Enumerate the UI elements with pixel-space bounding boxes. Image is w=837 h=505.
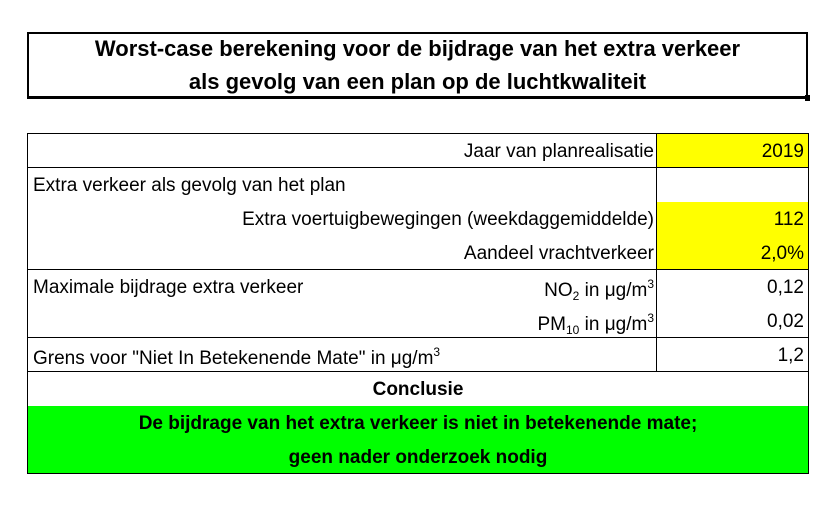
jaar-label: Jaar van planrealisatie (463, 141, 654, 162)
row-divider (28, 371, 808, 372)
conclusion-heading: Conclusie (372, 379, 464, 400)
voertuig-value[interactable]: 112 (773, 209, 804, 230)
pm10-unit-label: $PM_{10}$ in $\mu g/m^3$ (537, 311, 654, 337)
calculation-table (27, 133, 809, 474)
extra-verkeer-label: Extra verkeer als gevolg van het plan (33, 175, 346, 196)
pm10-value[interactable]: 0,02 (767, 311, 804, 332)
value-column-divider (656, 134, 657, 372)
row-divider (28, 269, 808, 270)
title-box (27, 32, 808, 99)
grens-label: Grens voor "Niet In Betekenende Mate" in $\mu g/m^3$ (33, 345, 441, 369)
row-divider (28, 337, 808, 338)
jaar-value[interactable]: 2019 (761, 141, 804, 162)
row-divider (28, 167, 808, 168)
conclusion-line-2: geen nader onderzoek nodig (288, 447, 548, 468)
grens-value[interactable]: 1,2 (777, 345, 804, 366)
title-line-1: Worst-case berekening voor de bijdrage van het extra verkeer (94, 36, 741, 61)
max-bijdrage-label: Maximale bijdrage extra verkeer (33, 277, 304, 298)
voertuig-label: Extra voertuigbewegingen (weekdaggemiddelde) (242, 209, 654, 230)
conclusion-line-1: De bijdrage van het extra verkeer is niet in betekenende mate; (138, 413, 698, 434)
no2-value[interactable]: 0,12 (767, 277, 804, 298)
no2-unit-label: $NO_2$ in $\mu g/m^3$ (544, 277, 654, 303)
vracht-label: Aandeel vrachtverkeer (463, 243, 654, 264)
cell-selection-handle[interactable] (805, 95, 810, 101)
title-line-2: als gevolg van een plan op de luchtkwaliteit (188, 69, 647, 94)
vracht-value[interactable]: 2,0% (760, 243, 804, 264)
